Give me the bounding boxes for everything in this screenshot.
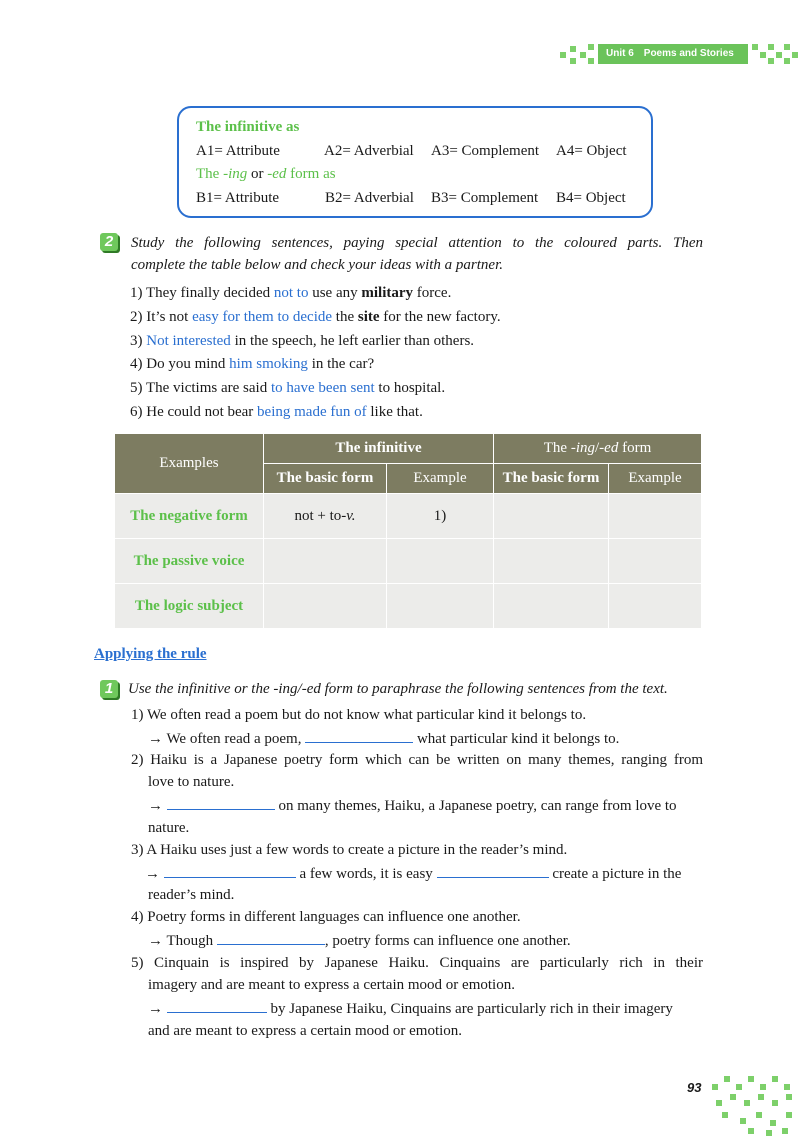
row-label-passive-voice: The passive voice: [115, 539, 264, 584]
sentence-text: They finally decided: [145, 285, 274, 301]
exercise-2-instruction: Study the following sentences, paying special attention to the coloured parts. Then complete the table below and check your ideas with a partner.: [131, 235, 703, 273]
grammar-table: [114, 433, 702, 629]
item-2-blank[interactable]: [167, 797, 275, 810]
table-header-infinitive: The infinitive: [264, 434, 494, 464]
cell-passive-ing-basic[interactable]: [494, 539, 609, 584]
sentence-text: The victims are said: [145, 380, 271, 396]
cell-passive-inf-basic[interactable]: [264, 539, 387, 584]
example-sentence: [130, 309, 501, 326]
page-number: 93: [687, 1080, 702, 1095]
example-sentence: [130, 285, 451, 302]
highlighted-phrase: being made fun of: [257, 404, 367, 420]
highlighted-phrase: him smoking: [229, 356, 308, 372]
table-header-examples: Examples: [115, 434, 264, 494]
sentence-text: force.: [413, 285, 452, 301]
highlighted-phrase: Not interested: [146, 333, 231, 349]
item-2-paraphrase: → on many themes, Haiku, a Japanese poetry, can range from love to: [148, 798, 677, 814]
highlighted-phrase: to have been sent: [270, 380, 375, 396]
item-2-paraphrase-line2: nature.: [148, 820, 190, 836]
sentence-text: Do you mind: [146, 356, 230, 372]
legend-item-b3: B3= Complement: [431, 190, 539, 206]
cell-passive-inf-example[interactable]: [387, 539, 494, 584]
item-5-paraphrase: → by Japanese Haiku, Cinquains are particularly rich in their imagery: [148, 1001, 673, 1017]
item-5-blank[interactable]: [167, 1000, 267, 1013]
example-sentence: [130, 380, 445, 397]
legend-item-a2: A2= Adverbial: [324, 143, 414, 159]
cell-logic-inf-basic[interactable]: [264, 584, 387, 629]
sentence-text: 1): [130, 285, 146, 301]
sentence-text: 3): [130, 333, 147, 349]
example-sentence: [130, 356, 374, 373]
legend-item-a1: A1= Attribute: [196, 143, 280, 159]
sentence-text: 5): [130, 380, 146, 396]
item-5-original-line2: imagery and are meant to express a certain mood or emotion.: [148, 977, 515, 993]
sentence-text: 2): [130, 309, 147, 325]
sentence-text: 4): [130, 356, 147, 372]
sentence-text: to hospital.: [374, 380, 446, 396]
item-3-paraphrase: → a few words, it is easy create a picture in the: [145, 866, 682, 882]
legend-infinitive-items: [196, 143, 627, 160]
legend-ing-items: [196, 190, 626, 207]
cell-negative-inf-example: 1): [387, 494, 494, 539]
table-header-inf-example: Example: [387, 464, 494, 494]
item-5-original-line1: 5) Cinquain is inspired by Japanese Haiku. Cinquains are particularly rich in their: [131, 955, 703, 971]
table-header-ing-example: Example: [609, 464, 702, 494]
highlighted-phrase: not to: [273, 285, 309, 301]
item-2-original-line1: 2) Haiku is a Japanese poetry form which can be written on many themes, ranging from: [131, 752, 703, 768]
unit-number: Unit 6: [606, 48, 634, 59]
table-row-logic: [115, 584, 702, 629]
section-heading-applying-rule: Applying the rule: [94, 646, 207, 662]
table-header-ing-basic-form: The basic form: [494, 464, 609, 494]
item-5-paraphrase-line2: and are meant to express a certain mood or emotion.: [148, 1023, 463, 1039]
sentence-text: in the car?: [307, 356, 375, 372]
cell-logic-inf-example[interactable]: [387, 584, 494, 629]
example-sentence: [130, 333, 474, 350]
sentence-text: It’s not: [146, 309, 193, 325]
unit-header-tag: [598, 44, 748, 64]
exercise-1-instruction: Use the infinitive or the -ing/-ed form to paraphrase the following sentences from the text.: [128, 681, 668, 697]
item-1-original: 1) We often read a poem but do not know what particular kind it belongs to.: [131, 707, 587, 723]
sentence-text: He could not bear: [146, 404, 258, 420]
sentence-text: in the speech, he left earlier than others.: [230, 333, 475, 349]
item-2-original-line2: love to nature.: [148, 774, 235, 790]
item-1-blank[interactable]: [305, 730, 413, 743]
table-header-inf-basic-form: The basic form: [264, 464, 387, 494]
sentence-text: like that.: [366, 404, 423, 420]
legend-item-b4: B4= Object: [556, 190, 626, 206]
cell-negative-ing-basic[interactable]: [494, 494, 609, 539]
cell-negative-ing-example[interactable]: [609, 494, 702, 539]
item-3-blank-2[interactable]: [437, 865, 549, 878]
item-3-blank-1[interactable]: [164, 865, 296, 878]
sentence-text: for the new factory.: [379, 309, 501, 325]
cell-logic-ing-basic[interactable]: [494, 584, 609, 629]
exercise-1-badge: 1: [100, 680, 118, 698]
legend-item-a3: A3= Complement: [431, 143, 540, 159]
cell-logic-ing-example[interactable]: [609, 584, 702, 629]
bold-word: site: [357, 309, 380, 325]
legend-infinitive-heading: The infinitive as: [196, 119, 300, 135]
highlighted-phrase: easy for them to decide: [192, 309, 333, 325]
table-row-passive: [115, 539, 702, 584]
cell-negative-inf-basic: not + to-v.: [264, 494, 387, 539]
row-label-negative-form: The negative form: [115, 494, 264, 539]
item-3-original: 3) A Haiku uses just a few words to create a picture in the reader’s mind.: [131, 842, 568, 858]
legend-ing-heading: The -ing or -ed form as: [196, 166, 336, 182]
item-4-original: 4) Poetry forms in different languages can influence one another.: [131, 909, 521, 925]
item-4-paraphrase: → Though , poetry forms can influence one another.: [148, 933, 571, 949]
row-label-logic-subject: The logic subject: [115, 584, 264, 629]
legend-item-b2: B2= Adverbial: [325, 190, 414, 206]
legend-item-b1: B1= Attribute: [196, 190, 280, 206]
sentence-text: the: [332, 309, 358, 325]
item-1-paraphrase: → We often read a poem, what particular kind it belongs to.: [148, 731, 620, 747]
sentence-text: 6): [130, 404, 147, 420]
item-4-blank[interactable]: [217, 932, 325, 945]
legend-item-a4: A4= Object: [556, 143, 627, 159]
exercise-2-badge: 2: [100, 233, 118, 251]
table-row-negative: [115, 494, 702, 539]
item-3-paraphrase-line2: reader’s mind.: [148, 887, 235, 903]
table-header-ing-ed: The -ing/-ed form: [494, 434, 702, 464]
example-sentence: [130, 404, 423, 421]
cell-passive-ing-example[interactable]: [609, 539, 702, 584]
bold-word: military: [361, 285, 414, 301]
unit-title: Poems and Stories: [643, 48, 734, 59]
sentence-text: use any: [308, 285, 362, 301]
